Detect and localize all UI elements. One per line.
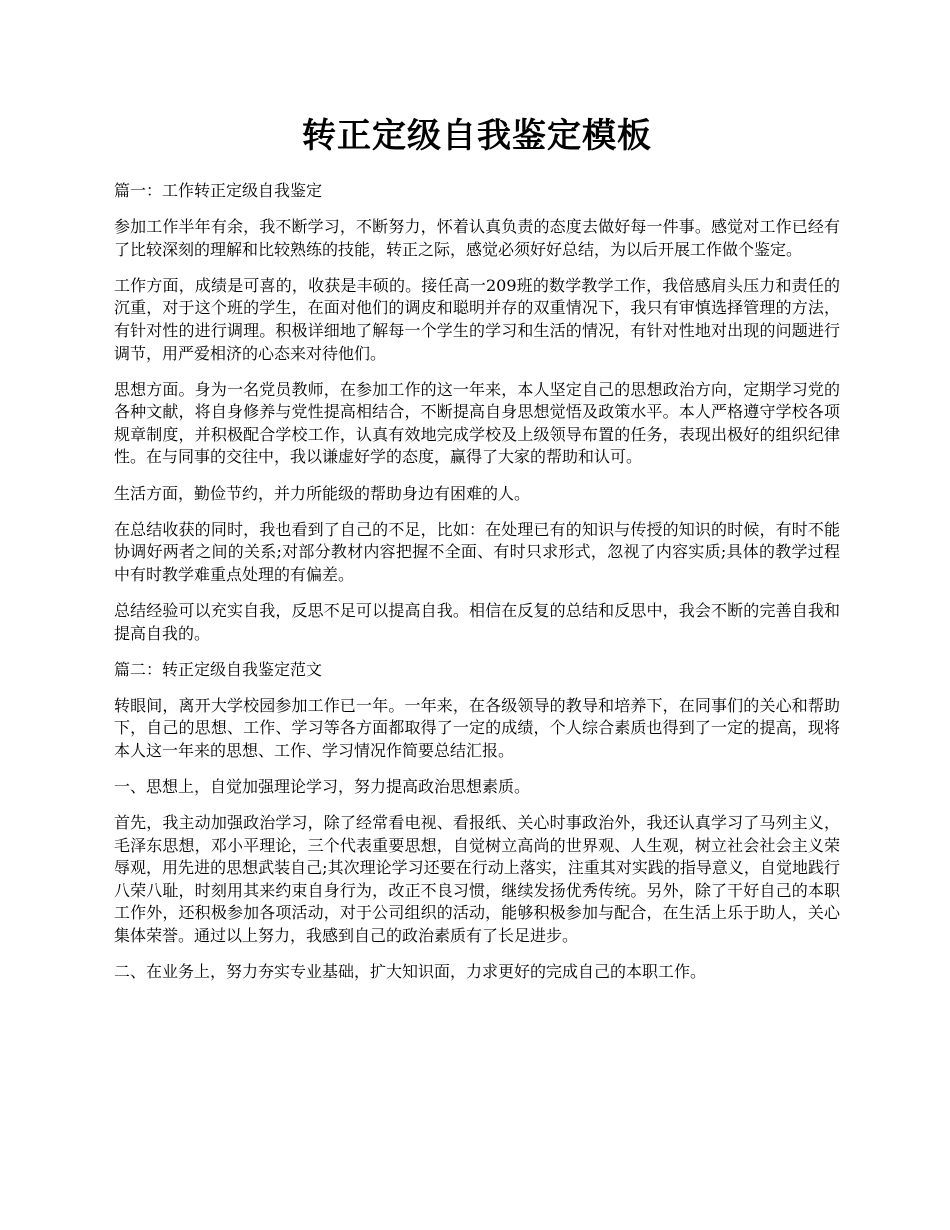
paragraph: 工作方面，成绩是可喜的，收获是丰硕的。接任高一209班的数学教学工作，我倍感肩头压力和责任的沉重，对于这个班的学生，在面对他们的调皮和聪明并存的双重情况下，我只有审慎选择管理的方法，有针对性的进行调理。积极详细地了解每一个学生的学习和生活的情况，有针对性地对出现的问题进行调节，用严爱相济的心态来对待他们。 bbox=[114, 275, 840, 363]
paragraph: 思想方面。身为一名党员教师，在参加工作的这一年来，本人坚定自己的思想政治方向，定期学习党的各种文献，将自身修养与党性提高相结合，不断提高自身思想觉悟及政策水平。本人严格遵守学校各项规章制度，并积极配合学校工作，认真有效地完成学校及上级领导布置的任务，表现出极好的组织纪律性。在与同事的交往中，我以谦虚好学的态度，赢得了大家的帮助和认可。 bbox=[114, 379, 840, 467]
document-title: 转正定级自我鉴定模板 bbox=[302, 116, 652, 156]
paragraph: 生活方面，勤俭节约，并力所能级的帮助身边有困难的人。 bbox=[114, 483, 531, 503]
document-page bbox=[114, 112, 840, 997]
section-heading: 篇一：工作转正定级自我鉴定 bbox=[114, 181, 323, 200]
paragraph: 参加工作半年有余，我不断学习，不断努力，怀着认真负责的态度去做好每一件事。感觉对工作已经有了比较深刻的理解和比较熟练的技能，转正之际，感觉必须好好总结，为以后开展工作做个鉴定。 bbox=[114, 217, 840, 259]
paragraph: 二、在业务上，努力夯实专业基础，扩大知识面，力求更好的完成自己的本职工作。 bbox=[114, 962, 707, 982]
paragraph: 总结经验可以充实自我，反思不足可以提高自我。相信在反复的总结和反思中，我会不断的完善自我和提高自我的。 bbox=[114, 600, 840, 643]
paragraph: 一、思想上，自觉加强理论学习，努力提高政治思想素质。 bbox=[114, 776, 531, 796]
paragraph: 首先，我主动加强政治学习，除了经常看电视、看报纸、关心时事政治外，我还认真学习了马列主义，毛泽东思想，邓小平理论，三个代表重要思想，自觉树立高尚的世界观、人生观，树立社会社会主义荣辱观，用先进的思想武装自己;其次理论学习还要在行动上落实，注重其对实践的指导意义，自觉地践行八荣八耻，时刻用其来约束自身行为，改正不良习惯，继续发扬优秀传统。另外，除了干好自己的本职工作外，还积极参加各项活动，对于公司组织的活动，能够积极参加与配合，在生活上乐于助人，关心集体荣誉。通过以上努力，我感到自己的政治素质有了长足进步。 bbox=[114, 813, 840, 946]
section-heading: 篇二：转正定级自我鉴定范文 bbox=[114, 659, 323, 679]
paragraph: 在总结收获的同时，我也看到了自己的不足，比如：在处理已有的知识与传授的知识的时候，有时不能协调好两者之间的关系;对部分教材内容把握不全面、有时只求形式，忽视了内容实质;具体的教学过程中有时教学难重点处理的有偏差。 bbox=[114, 519, 840, 584]
paragraph: 转眼间，离开大学校园参加工作已一年。一年来，在各级领导的教导和培养下，在同事们的关心和帮助下，自己的思想、工作、学习等各方面都取得了一定的成绩，个人综合素质也得到了一定的提高，现将本人这一年来的思想、工作、学习情况作简要总结汇报。 bbox=[114, 695, 840, 760]
